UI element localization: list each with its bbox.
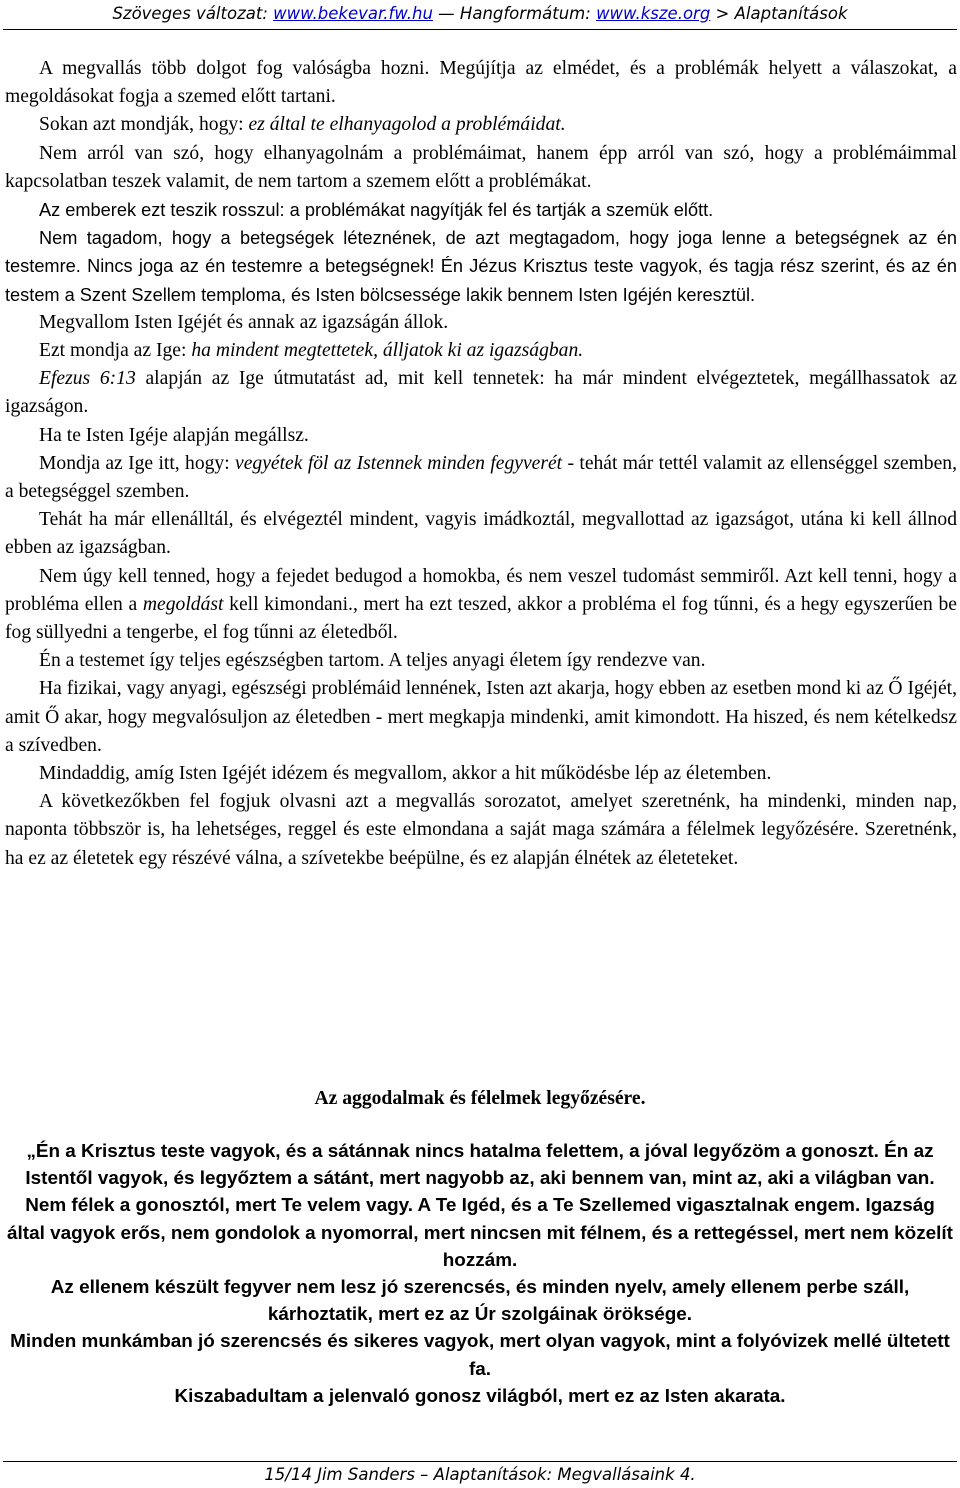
text-run: Nem úgy kell tenned, hogy a fejedet bedugod a homokba, és nem veszel tudomást semmiről. Azt kell tenni, hogy a probléma ellen a xyxy=(5,565,957,615)
paragraph xyxy=(5,337,957,365)
header-prefix: Szöveges változat: xyxy=(112,4,274,23)
header-suffix: > Alaptanítások xyxy=(710,4,848,23)
italic-emphasis: megoldást xyxy=(142,593,224,615)
paragraph: Nem arról van szó, hogy elhanyagolnám a problémáimat, hanem épp arról van szó, hogy a problémáimmal kapcsolatban teszek valamit, de nem tartom a szemem előtt a problémákat. xyxy=(5,142,957,192)
text-run: - tehát már tettél valamit az ellenséggel szemben, a betegséggel szemben. xyxy=(5,452,957,503)
italic-quote: vegyétek föl az Istennek minden fegyverét xyxy=(235,452,563,474)
text-run: alapján az Ige útmutatást ad, mit kell tennetek: ha már mindent elvégeztetek, megállhassatok az igazságon. xyxy=(5,368,957,418)
header-mid: — Hangformátum: xyxy=(432,4,597,23)
paragraph xyxy=(5,450,957,506)
confession-prayer xyxy=(6,1138,954,1410)
paragraph xyxy=(5,365,957,421)
paragraph: Megvallom Isten Igéjét és annak az igazságán állok. xyxy=(39,311,449,333)
prayer-paragraph: Az ellenem készült fegyver nem lesz jó szerencsés, és minden nyelv, amely ellenem perbe száll, kárhoztatik, mert ez az Úr szolgáinak öröksége. xyxy=(50,1277,910,1326)
prayer-paragraph: „Én a Krisztus teste vagyok, és a sátánnak nincs hatalma felettem, a jóval legyőzöm a gonoszt. Én az Istentől vagyok, és legyőztem a sátánt, mert nagyobb az, aki bennem van, mint az, aki a világban van. xyxy=(25,1141,935,1190)
page-header xyxy=(0,0,960,30)
text-run: Ezt mondja az Ige: xyxy=(39,340,192,362)
ksze-link[interactable]: www.ksze.org xyxy=(596,4,711,23)
italic-quote: ez által te elhanyagolod a problémáidat. xyxy=(248,114,566,136)
italic-quote: ha mindent megtettetek, álljatok ki az igazságban. xyxy=(191,340,584,362)
paragraph: Tehát ha már ellenálltál, és elvégeztél mindent, vagyis imádkoztál, megvallottad az igazságot, utána ki kell állnod ebben az igazságban. xyxy=(5,509,957,559)
prayer-paragraph: Nem félek a gonosztól, mert Te velem vagy. A Te Igéd, és a Te Szellemed vigasztalnak engem. Igazság által vagyok erős, nem gondolok a nyomorral, mert nincsen mit félnem, és a rettegéssel, mert nem közelít hozzám. xyxy=(7,1195,953,1271)
text-run: Sokan azt mondják, hogy: xyxy=(39,114,249,136)
text-run: Mondja az Ige itt, hogy: xyxy=(39,452,236,474)
paragraph: Ha fizikai, vagy anyagi, egészségi problémáid lennének, Isten azt akarja, hogy ebben az esetben mond ki az Ő Igéjét, amit Ő akar, hogy megvalósuljon az életedben - mert megkapja mindenki, amit kimondott. Ha hiszed, és nem kételkedsz a szívedben. xyxy=(5,678,957,756)
paragraph: A megvallás több dolgot fog valóságba hozni. Megújítja az elmédet, és a problémák helyett a válaszokat, a megoldásokat fogja a szemed előtt tartani. xyxy=(5,58,957,108)
text-run: kell kimondani., mert ha ezt teszed, akkor a probléma el fog tűnni, és a hegy egyszerűen be fog süllyedni a tengerbe, el fog tűnni az életedből. xyxy=(5,593,957,644)
paragraph: A következőkben fel fogjuk olvasni azt a megvallás sorozatot, amelyet szeretnénk, ha mindenki, minden nap, naponta többször is, ha lehetséges, reggel és este elmondana a saját maga számára a félelmek legyőzésére. Szeretnénk, ha ez az életetek egy részévé válna, a szívetekbe beépülne, és ez alapján élnétek az életeteket. xyxy=(5,791,957,869)
paragraph: Ha te Isten Igéje alapján megállsz. xyxy=(39,424,309,446)
body-text xyxy=(5,55,957,873)
prayer-paragraph: Minden munkámban jó szerencsés és sikeres vagyok, mert olyan vagyok, mint a folyóvizek mellé ültetett fa. xyxy=(10,1331,950,1380)
paragraph: Az emberek ezt teszik rosszul: a problémákat nagyítják fel és tartják a szemük előtt. xyxy=(39,200,714,221)
header-divider xyxy=(3,29,957,30)
bekevar-link[interactable]: www.bekevar.fw.hu xyxy=(273,4,433,23)
paragraph xyxy=(5,563,957,648)
paragraph: Mindaddig, amíg Isten Igéjét idézem és megvallom, akkor a hit működésbe lép az életemben. xyxy=(39,763,772,785)
prayer-paragraph: Kiszabadultam a jelenvaló gonosz világból, mert ez az Isten akarata. xyxy=(174,1385,786,1407)
paragraph: Nem tagadom, hogy a betegségek léteznének, de azt megtagadom, hogy joga lenne a betegségnek az én testemre. Nincs joga az én testemre a betegségnek! Én Jézus Krisztus teste vagyok, és tagja rész szerint, és az én testem a Szent Szellem temploma, és Isten bölcsessége lakik bennem Isten Igéjén keresztül. xyxy=(5,228,957,305)
paragraph: Én a testemet így teljes egészségben tartom. A teljes anyagi életem így rendezve van. xyxy=(39,650,706,672)
page-footer: 15/14 Jim Sanders – Alaptanítások: Megvallásaink 4. xyxy=(264,1465,696,1484)
section-title: Az aggodalmak és félelmek legyőzésére. xyxy=(314,1088,646,1109)
paragraph xyxy=(5,111,957,139)
scripture-reference: Efezus 6:13 xyxy=(39,368,136,390)
footer-divider xyxy=(3,1461,957,1462)
